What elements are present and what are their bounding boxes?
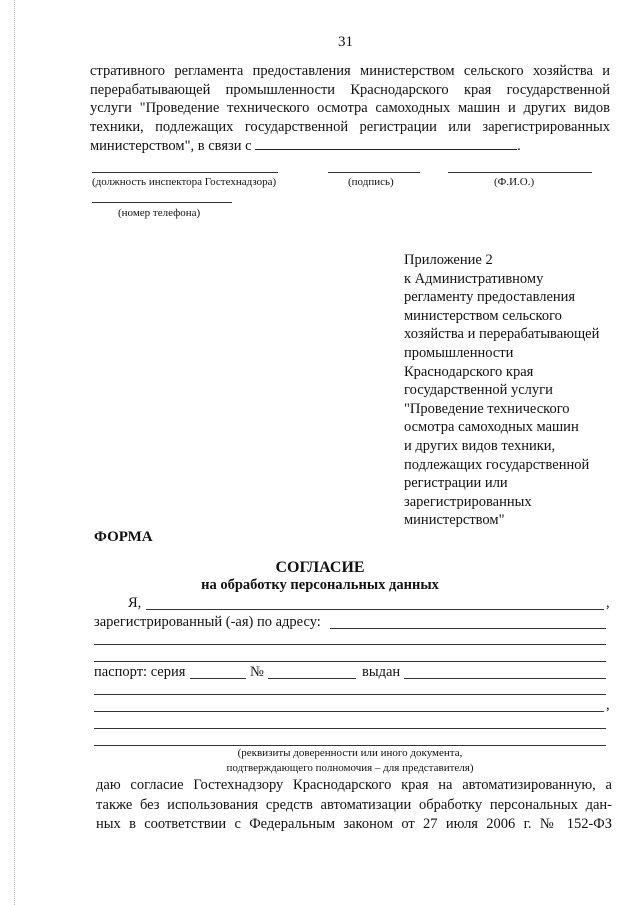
consent-line: также без использования средств автоматизации обработку персональных дан- — [96, 796, 612, 813]
appendix-line: к Административному — [404, 270, 544, 287]
intro-line: техники, подлежащих государственной регистрации или зарегистрированных — [90, 118, 610, 135]
name-line[interactable] — [448, 172, 592, 173]
consent-line: ных в соответствии с Федеральным законом от 27 июля 2006 г. № 152-ФЗ — [96, 816, 612, 832]
signature-line[interactable] — [328, 172, 420, 173]
appendix-line: Приложение 2 — [404, 252, 493, 268]
comma: , — [606, 595, 610, 611]
phone-line[interactable] — [92, 202, 232, 203]
issued-line[interactable] — [404, 678, 606, 679]
passport-number-line[interactable] — [268, 678, 356, 679]
address-line-2[interactable] — [94, 644, 606, 645]
scan-edge — [14, 0, 15, 905]
intro-line: стративного регламента предоставления министерством сельского хозяйства и — [90, 63, 610, 79]
appendix-line: хозяйства и перерабатывающей — [404, 326, 600, 343]
address-line-1[interactable] — [330, 628, 606, 629]
blank-line-2[interactable] — [94, 711, 604, 712]
signature-caption: (подпись) — [348, 176, 394, 188]
appendix-line: государственной услуги — [404, 382, 553, 399]
name-caption: (Ф.И.О.) — [494, 176, 535, 188]
representative-caption-1: (реквизиты доверенности или иного документа, — [237, 747, 463, 759]
blank-line-1[interactable] — [94, 694, 606, 695]
intro-line: перерабатывающей промышленности Краснодарского края государственной — [90, 81, 610, 98]
consent-paragraph — [96, 776, 612, 835]
form-subtitle: на обработку персональных данных — [201, 577, 439, 593]
form-title: СОГЛАСИЕ — [275, 559, 365, 576]
appendix-line: "Проведение технического — [404, 400, 570, 417]
appendix-line: министерством" — [404, 512, 505, 529]
passport-series-line[interactable] — [190, 678, 246, 679]
number-label: № — [250, 664, 264, 680]
i-label: Я, — [128, 595, 142, 611]
representative-line[interactable] — [94, 745, 606, 746]
appendix-block — [404, 251, 619, 530]
consent-line: даю согласие Гостехнадзору Краснодарского края на автоматизированную, а — [96, 777, 612, 793]
issued-label: выдан — [362, 664, 401, 680]
blank-line-3[interactable] — [94, 728, 606, 729]
passport-series-label: паспорт: серия — [94, 664, 186, 680]
position-line[interactable] — [92, 172, 278, 173]
comma-2: , — [606, 697, 610, 713]
registered-label: зарегистрированный (-ая) по адресу: — [94, 614, 321, 630]
appendix-line: регламенту предоставления — [404, 289, 576, 306]
representative-caption-2: подтверждающего полномочия – для представителя) — [226, 762, 474, 774]
appendix-line: министерством сельского — [404, 307, 562, 324]
appendix-line: подлежащих государственной — [404, 456, 590, 473]
intro-line: услуги "Проведение технического осмотра самоходных машин и других видов — [90, 100, 610, 116]
appendix-line: регистрации или — [404, 475, 508, 492]
address-line-3[interactable] — [94, 661, 606, 662]
position-caption: (должность инспектора Гостехнадзора) — [92, 176, 277, 188]
phone-caption: (номер телефона) — [118, 207, 201, 219]
intro-last-line-text: министерством", в связи с — [90, 138, 252, 154]
appendix-line: и других видов техники, — [404, 437, 556, 454]
reason-blank[interactable] — [255, 136, 517, 150]
form-label: ФОРМА — [94, 529, 153, 545]
appendix-line: осмотра самоходных машин — [404, 419, 579, 436]
appendix-line: Краснодарского края — [404, 363, 534, 380]
appendix-line: зарегистрированных — [404, 493, 532, 510]
page-number: 31 — [338, 34, 353, 50]
intro-last-line: министерством", в связи с . — [90, 138, 521, 154]
intro-paragraph — [90, 62, 610, 156]
full-name-line[interactable] — [146, 609, 604, 610]
appendix-line: промышленности — [404, 344, 514, 361]
